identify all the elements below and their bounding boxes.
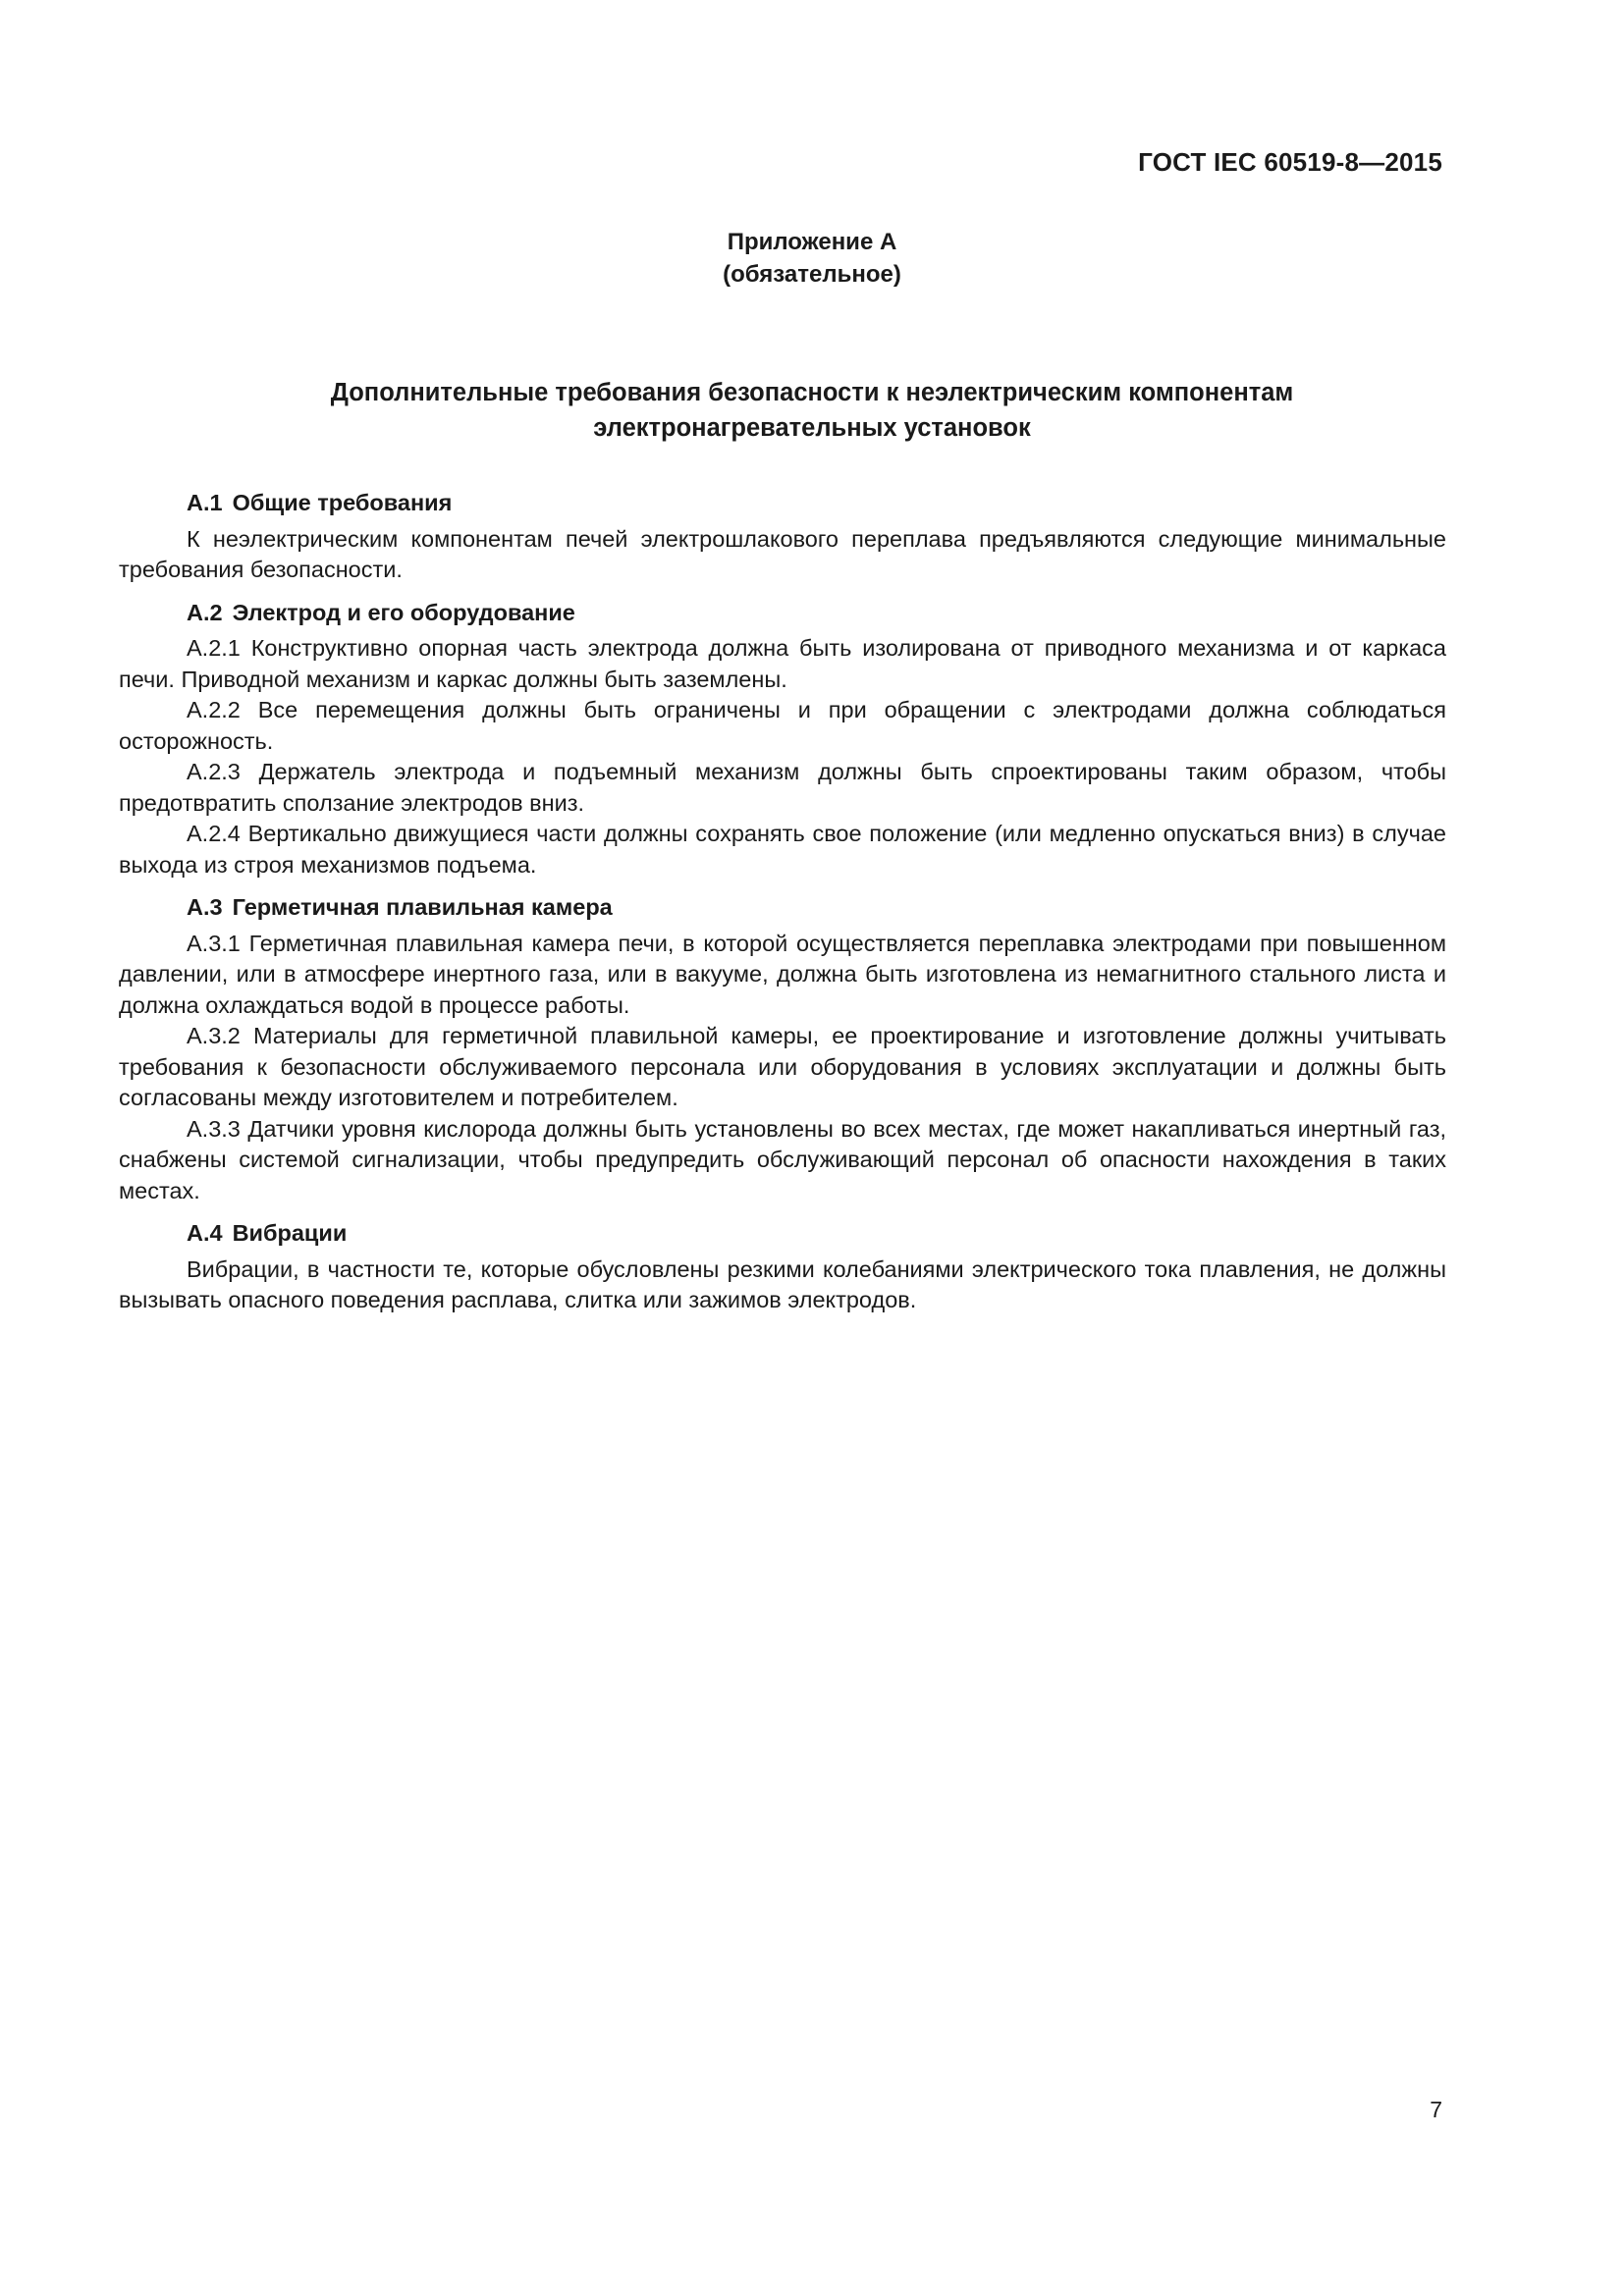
document-body <box>119 488 1446 1316</box>
section-heading <box>119 488 1446 519</box>
section-a3 <box>119 892 1446 1206</box>
appendix-status: (обязательное) <box>723 261 901 288</box>
document-code: ГОСТ IEC 60519-8—2015 <box>1138 147 1442 177</box>
paragraph: А.2.1 Конструктивно опорная часть электрода должна быть изолирована от приводного механизма и от каркаса печи. Приводной механизм и каркас должны быть заземлены. <box>119 635 1446 692</box>
section-heading <box>119 1218 1446 1250</box>
section-a2 <box>119 598 1446 881</box>
paragraph: А.3.1 Герметичная плавильная камера печи, в которой осуществляется переплавка электродами при повышенном давлении, или в атмосфере инертного газа, или в вакууме, должна быть изготовлена из немагнитного стального листа и должна охлаждаться водой в процессе работы. <box>119 930 1446 1018</box>
section-heading <box>119 892 1446 924</box>
paragraph: А.3.3 Датчики уровня кислорода должны быть установлены во всех местах, где может накапливаться инертный газ, снабжены системой сигнализации, чтобы предупредить обслуживающий персонал об опасности нахождения в таких местах. <box>119 1115 1446 1203</box>
paragraph: К неэлектрическим компонентам печей электрошлакового переплава предъявляются следующие минимальные требования безопасности. <box>119 525 1446 582</box>
section-title: Электрод и его оборудование <box>232 599 575 625</box>
paragraph: Вибрации, в частности те, которые обусловлены резкими колебаниями электрического тока плавления, не должны вызывать опасного поведения расплава, слитка или зажимов электродов. <box>119 1255 1446 1312</box>
appendix-title-line-2: электронагревательных установок <box>593 414 1031 442</box>
section-number: А.1 <box>187 490 223 515</box>
section-title: Общие требования <box>232 490 453 515</box>
paragraph: А.2.4 Вертикально движущиеся части должны сохранять свое положение (или медленно опускаться вниз) в случае выхода из строя механизмов подъема. <box>119 821 1446 878</box>
section-number: А.4 <box>187 1220 223 1246</box>
section-a1 <box>119 488 1446 586</box>
appendix-heading <box>0 226 1624 291</box>
page-number: 7 <box>1430 2097 1442 2122</box>
appendix-title <box>0 375 1624 446</box>
paragraph: А.2.2 Все перемещения должны быть ограничены и при обращении с электродами должна соблюдаться осторожность. <box>119 697 1446 754</box>
section-title: Вибрации <box>232 1220 348 1246</box>
appendix-label: Приложение А <box>727 229 897 255</box>
section-a4 <box>119 1218 1446 1316</box>
paragraph: А.2.3 Держатель электрода и подъемный механизм должны быть спроектированы таким образом, чтобы предотвратить сползание электродов вниз. <box>119 759 1446 816</box>
section-number: А.2 <box>187 599 223 625</box>
section-number: А.3 <box>187 894 223 920</box>
appendix-title-line-1: Дополнительные требования безопасности к неэлектрическим компонентам <box>330 379 1294 406</box>
section-heading <box>119 598 1446 629</box>
paragraph: А.3.2 Материалы для герметичной плавильной камеры, ее проектирование и изготовление должны учитывать требования к безопасности обслуживаемого персонала или оборудования в условиях эксплуатации и должны быть согласованы между изготовителем и потребителем. <box>119 1023 1446 1110</box>
section-title: Герметичная плавильная камера <box>232 894 613 920</box>
